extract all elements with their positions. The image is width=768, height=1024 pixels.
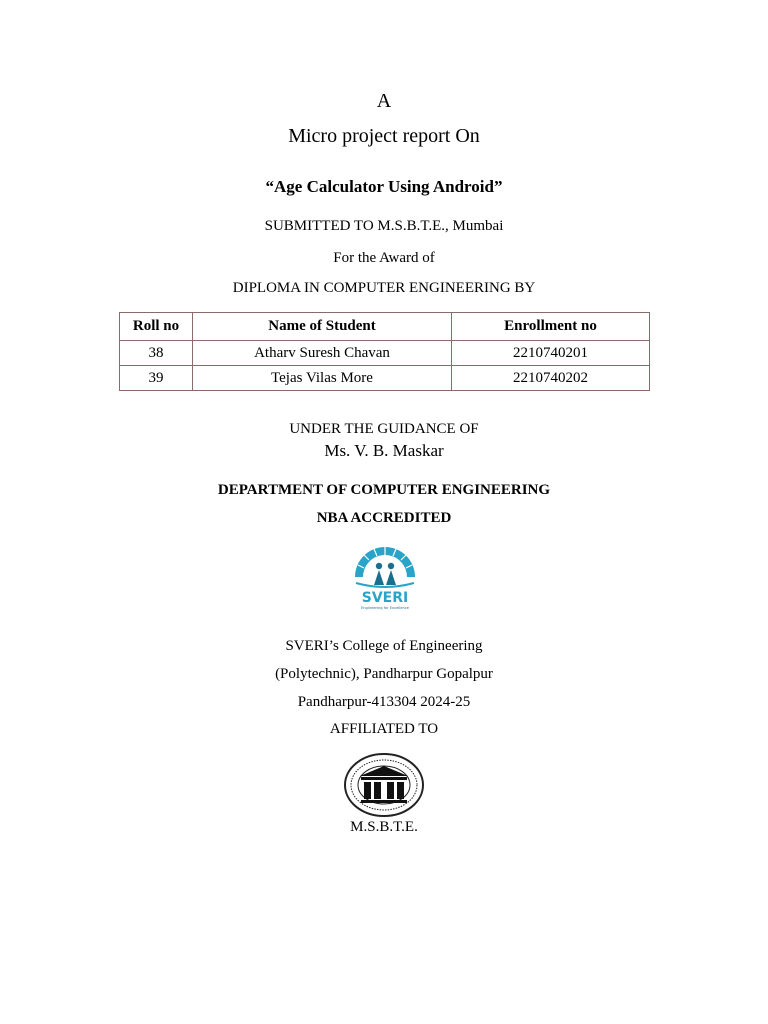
students-table	[119, 312, 650, 391]
enrollment-no-cell: 2210740202	[452, 366, 650, 391]
enrollment-no-cell: 2210740201	[452, 341, 650, 366]
table-row	[120, 366, 650, 391]
college-line-3: Pandharpur-413304 2024-25	[297, 694, 471, 710]
guidance-label: UNDER THE GUIDANCE OF	[289, 421, 479, 437]
college-line-2: (Polytechnic), Pandharpur Gopalpur	[275, 666, 493, 682]
column-header: Enrollment no	[452, 313, 650, 341]
roll-no-cell: 38	[120, 341, 193, 366]
guide-name: Ms. V. B. Maskar	[324, 441, 444, 460]
line-a: A	[376, 90, 392, 112]
project-title: “Age Calculator Using Android”	[265, 177, 503, 196]
roll-no-cell: 39	[120, 366, 193, 391]
diploma-line: DIPLOMA IN COMPUTER ENGINEERING BY	[232, 280, 536, 296]
student-name-cell: Tejas Vilas More	[193, 366, 452, 391]
student-name-cell: Atharv Suresh Chavan	[193, 341, 452, 366]
submitted-to: SUBMITTED TO M.S.B.T.E., Mumbai	[264, 218, 504, 234]
award-line: For the Award of	[333, 250, 435, 266]
accreditation: NBA ACCREDITED	[316, 510, 452, 526]
table-row	[120, 341, 650, 366]
column-header: Name of Student	[193, 313, 452, 341]
college-line-1: SVERI’s College of Engineering	[285, 638, 483, 654]
report-heading: Micro project report On	[288, 125, 480, 147]
table-header-row	[120, 313, 650, 341]
column-header: Roll no	[120, 313, 193, 341]
sveri-logo-text: SVERI	[361, 590, 409, 606]
sveri-logo-icon	[348, 539, 422, 611]
department-name: DEPARTMENT OF COMPUTER ENGINEERING	[217, 482, 551, 498]
affiliated-label: AFFILIATED TO	[329, 721, 439, 737]
msbte-seal-icon	[343, 752, 425, 818]
sveri-logo-tagline: Engineering for Excellence	[361, 606, 409, 610]
board-name: M.S.B.T.E.	[350, 819, 418, 835]
